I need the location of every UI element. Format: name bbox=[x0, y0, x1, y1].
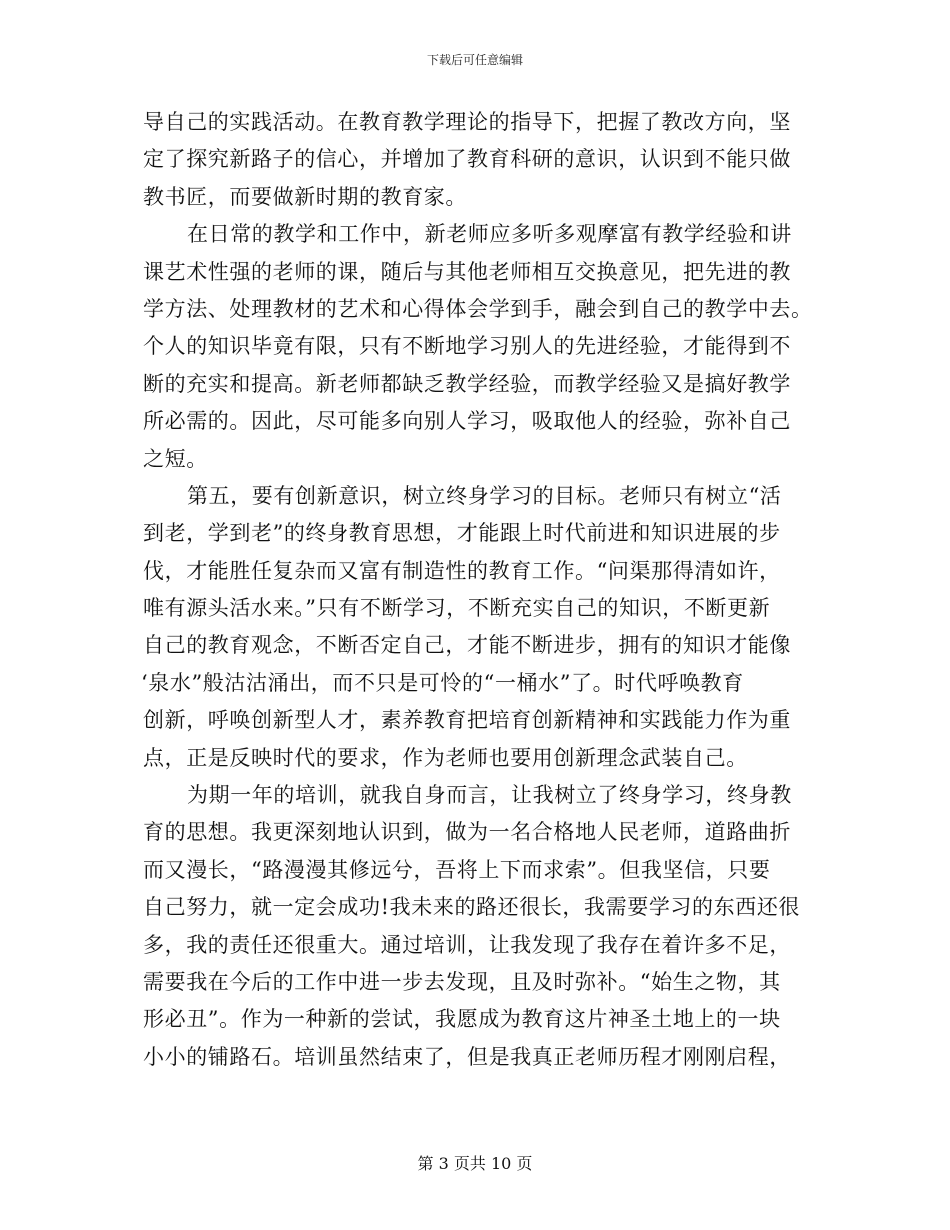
body-line: 需要我在今后的工作中进一步去发现，且及时弥补。“始生之物，其 bbox=[143, 969, 781, 994]
page-footer: 第 3 页共 10 页 bbox=[417, 1154, 533, 1173]
paragraph-start-line: 在日常的教学和工作中，新老师应多听多观摩富有教学经验和讲 bbox=[187, 222, 792, 247]
body-line: 定了探究新路子的信心，并增加了教育科研的意识，认识到不能只做 bbox=[143, 147, 791, 172]
body-line: 小小的铺路石。培训虽然结束了，但是我真正老师历程才刚刚启程， bbox=[143, 1044, 791, 1069]
body-line: 唯有源头活水来。”只有不断学习，不断充实自己的知识，不断更新 bbox=[143, 596, 771, 621]
body-line: 断的充实和提高。新老师都缺乏教学经验，而教学经验又是搞好教学 bbox=[143, 371, 791, 396]
body-line: 到老，学到老”的终身教育思想，才能跟上时代前进和知识进展的步 bbox=[143, 521, 781, 546]
page-header: 下载后可任意编辑 bbox=[426, 53, 523, 67]
body-line: 自己的教育观念，不断否定自己，才能不断进步，拥有的知识才能像 bbox=[143, 633, 791, 658]
body-line: 个人的知识毕竟有限，只有不断地学习别人的先进经验，才能得到不 bbox=[143, 334, 791, 359]
paragraph-start-line: 为期一年的培训，就我自身而言，让我树立了终身学习，终身教 bbox=[187, 783, 792, 808]
body-line: 之短。 bbox=[143, 446, 208, 471]
body-line: 课艺术性强的老师的课，随后与其他老师相互交换意见，把先进的教 bbox=[143, 259, 791, 284]
paragraph-start-line: 第五，要有创新意识，树立终身学习的目标。老师只有树立“活 bbox=[187, 483, 782, 508]
body-line: 育的思想。我更深刻地认识到，做为一名合格地人民老师，道路曲折 bbox=[143, 820, 791, 845]
body-line: 学方法、处理教材的艺术和心得体会学到手，融会到自己的教学中去。 bbox=[143, 296, 813, 321]
body-line: 自己努力，就一定会成功!我未来的路还很长，我需要学习的东西还很 bbox=[143, 895, 801, 920]
body-line: ‘泉水”般沽沽涌出，而不只是可怜的“一桶水”了。时代呼唤教育 bbox=[141, 670, 744, 695]
body-line: 而又漫长，“路漫漫其修远兮，吾将上下而求索”。但我坚信，只要 bbox=[143, 857, 771, 882]
body-line: 形必丑”。作为一种新的尝试，我愿成为教育这片神圣土地上的一块 bbox=[143, 1007, 781, 1032]
body-line: 导自己的实践活动。在教育教学理论的指导下，把握了教改方向，坚 bbox=[143, 110, 791, 134]
body-line: 创新，呼唤创新型人才，素养教育把培育创新精神和实践能力作为重 bbox=[143, 708, 791, 733]
body-line: 伐，才能胜任复杂而又富有制造性的教育工作。“问渠那得清如许， bbox=[143, 558, 781, 583]
document-body bbox=[141, 104, 813, 1076]
body-line: 点，正是反映时代的要求，作为老师也要用创新理念武装自己。 bbox=[143, 745, 748, 770]
body-line: 教书匠，而要做新时期的教育家。 bbox=[143, 184, 467, 209]
body-line: 多，我的责任还很重大。通过培训，让我发现了我存在着许多不足， bbox=[143, 932, 791, 957]
body-line: 所必需的。因此，尽可能多向别人学习，吸取他人的经验，弥补自己 bbox=[143, 409, 791, 434]
